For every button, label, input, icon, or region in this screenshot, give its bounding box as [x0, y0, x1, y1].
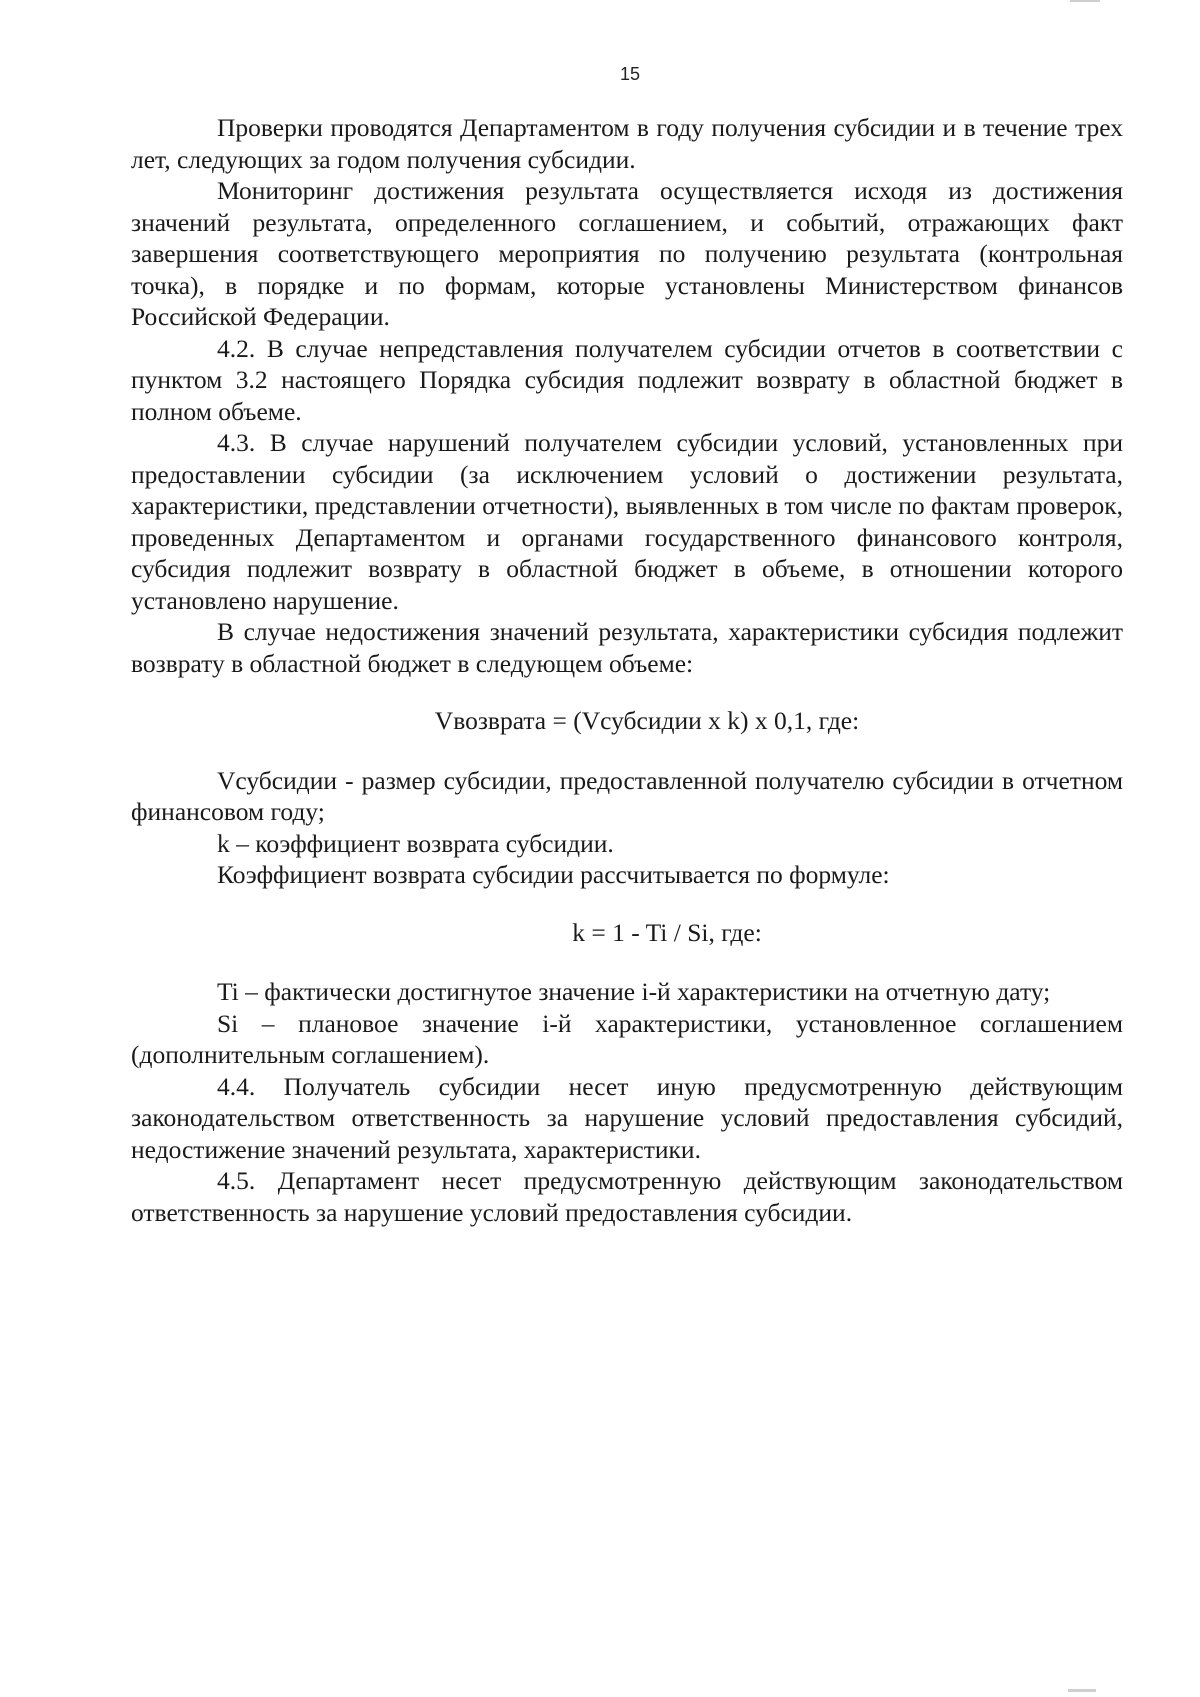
- paragraph-si-definition: Si – плановое значение i-й характеристики, установленное соглашением (дополнительным соглашением).: [131, 1008, 1123, 1069]
- paragraph-ti-definition: Ti – фактически достигнутое значение i-й характеристики на отчетную дату;: [217, 977, 1051, 1006]
- paragraph-4-5: 4.5. Департамент несет предусмотренную действующим законодательством ответственность за нарушение условий предоставления субсидии.: [131, 1166, 1123, 1227]
- page-number: 15: [619, 64, 641, 84]
- paragraph-4-4: 4.4. Получатель субсидии несет иную предусмотренную действующим законодательством ответственность за нарушение условий предоставления субсидий, недостижение значений результата, характеристики.: [131, 1071, 1123, 1164]
- paragraph-k-definition: k – коэффициент возврата субсидии.: [217, 828, 614, 858]
- paragraph-k-formula-intro: Коэффициент возврата субсидии рассчитывается по формуле:: [217, 860, 890, 889]
- paragraph-4-3: 4.3. В случае нарушений получателем субсидии условий, установленных при предоставлении субсидии (за исключением условий о достижении результата, характеристики, представлении отчетности), выявленных в том числе по фактам проверок, проведенных Департаментом и органами государственного финансового контроля, субсидия подлежит возврату в областной бюджет в объеме, в отношении которого установлено нарушение.: [131, 428, 1123, 615]
- document-body: [131, 112, 1123, 1228]
- paragraph-4-2: 4.2. В случае непредставления получателем субсидии отчетов в соответствии с пунктом 3.2 настоящего Порядка субсидия подлежит возврату в областной бюджет в полном объеме.: [131, 333, 1123, 426]
- scan-edge-mark-bottom: [1068, 1689, 1096, 1692]
- paragraph-non-achievement: В случае недостижения значений результата, характеристики субсидия подлежит возврату в областной бюджет в следующем объеме:: [131, 617, 1123, 678]
- paragraph-inspections: Проверки проводятся Департаментом в году получения субсидии и в течение трех лет, следующих за годом получения субсидии.: [131, 113, 1123, 174]
- paragraph-monitoring: Мониторинг достижения результата осуществляется исходя из достижения значений результата, определенного соглашением, и событий, отражающих факт завершения соответствующего мероприятия по получению результата (контрольная точка), в порядке и по формам, которые установлены Министерством финансов Российской Федерации.: [131, 176, 1123, 331]
- paragraph-v-subsidy-definition: Vсубсидии - размер субсидии, предоставленной получателю субсидии в отчетном финансовом году;: [131, 765, 1123, 826]
- scan-edge-mark-top: [1070, 0, 1100, 2]
- formula-refund-volume: Vвозврата = (Vсубсидии x k) x 0,1, где:: [434, 706, 860, 735]
- formula-coefficient: k = 1 - Ti / Si, где:: [572, 917, 762, 947]
